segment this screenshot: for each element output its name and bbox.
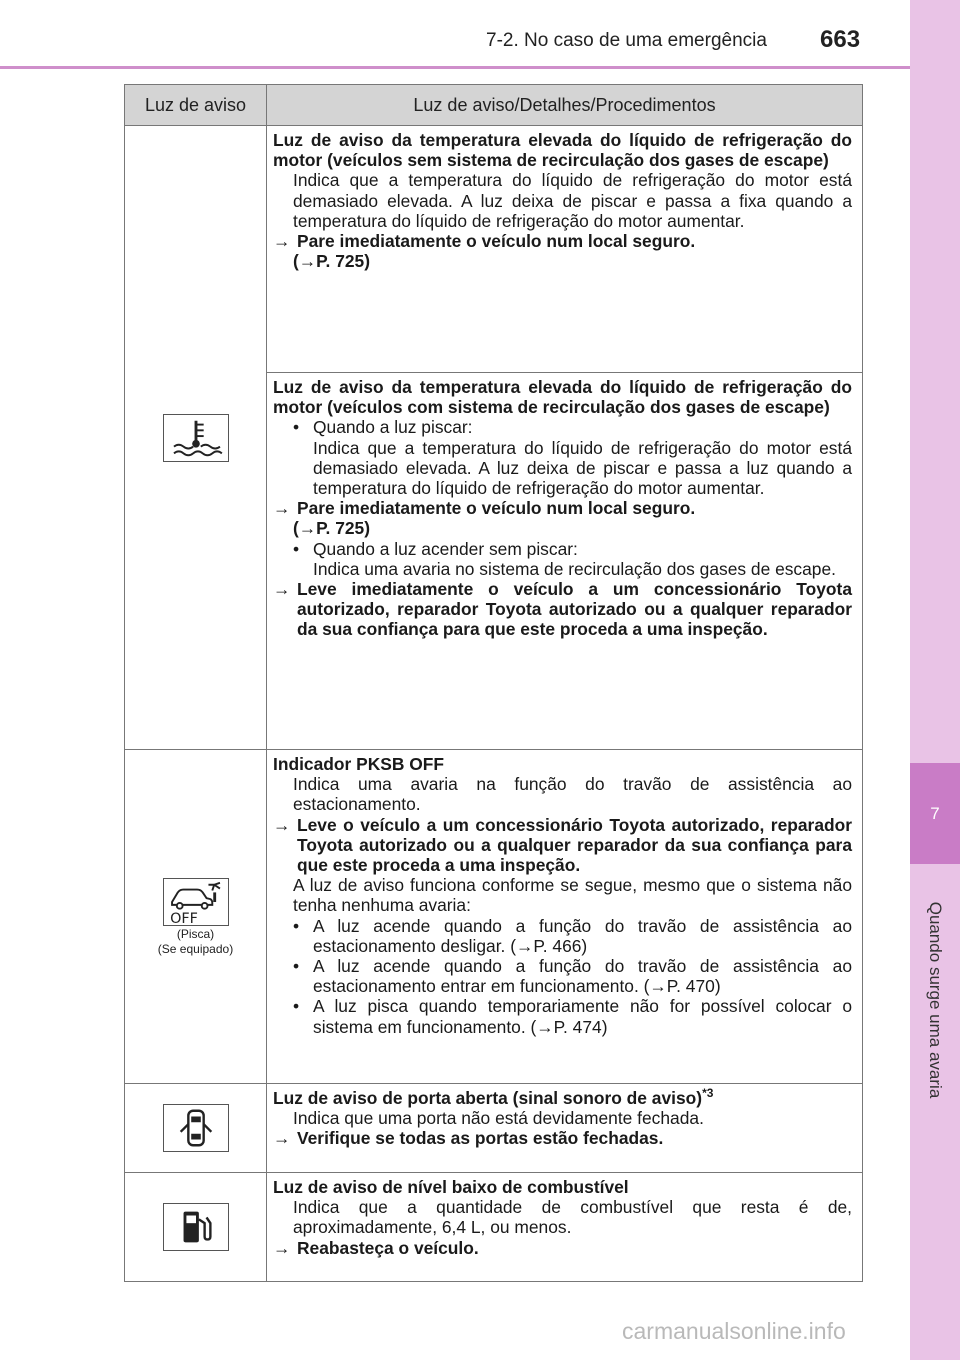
pksb-icon-text: OFF	[169, 910, 198, 925]
table-row	[125, 1173, 863, 1282]
column-header-details: Luz de aviso/Detalhes/Procedimentos	[267, 85, 863, 126]
arrow-symbol: →	[273, 231, 291, 252]
warning-action: Verifique se todas as portas estão fechadas.	[297, 1128, 664, 1149]
warning-text: Indica que a quantidade de combustível que resta é de, aproximadamente, 6,4 L, ou menos.	[293, 1197, 852, 1238]
open-door-icon	[163, 1104, 229, 1152]
warning-text: Indica que a temperatura do líquido de refrigeração do motor está demasiado elevada. A luz deixa de piscar e passa a luz quando a temperatura do líquido de refrigeração do motor aumentar.	[313, 437, 852, 499]
arrow-symbol: →	[273, 1128, 291, 1149]
warning-text: Indica que uma porta não está devidamente fechada.	[293, 1108, 704, 1129]
chapter-title: Quando surge uma avaria	[926, 901, 945, 1099]
page-reference: (→P. 725)	[293, 518, 371, 539]
chapter-sidebar	[910, 0, 960, 1360]
warning-title: Luz de aviso da temperatura elevada do líquido de refrigeração do motor (veículos com sistema de recirculação dos gases de escape)	[273, 377, 852, 418]
warning-title: Luz de aviso de nível baixo de combustível	[273, 1177, 629, 1197]
warning-text: Indica uma avaria na função do travão de assistência ao estacionamento.	[293, 774, 852, 815]
header-divider	[0, 66, 910, 69]
arrow-symbol: →	[273, 1237, 291, 1258]
bullet-text: A luz acende quando a função do travão de assistência ao estacionamento entrar em funcionamento. (→P. 470)	[313, 956, 852, 997]
table-row	[125, 750, 863, 1084]
bullet-symbol: •	[293, 915, 300, 936]
row-description	[267, 373, 863, 750]
pksb-off-icon	[163, 878, 229, 926]
bullet-symbol: •	[293, 956, 300, 977]
row-description	[267, 1084, 863, 1173]
watermark: carmanualsonline.info	[622, 1318, 846, 1344]
warning-text: Indica que a temperatura do líquido de refrigeração do motor está demasiado elevada. A luz deixa de piscar e passa a fixa quando a temperatura do líquido de refrigeração do motor aumentar.	[293, 170, 852, 231]
bullet-symbol: •	[293, 417, 300, 438]
warning-action: Leve imediatamente o veículo a um concessionário Toyota autorizado, reparador Toyota autorizado ou a qualquer reparador da sua confiança para que este proceda a uma inspeção.	[297, 579, 852, 640]
bullet-label: Quando a luz piscar:	[313, 417, 473, 438]
icon-cell-door	[125, 1084, 267, 1173]
warning-action: Reabasteça o veículo.	[297, 1237, 479, 1258]
table-row	[125, 1084, 863, 1173]
bullet-symbol: •	[293, 538, 300, 559]
bullet-text: A luz acende quando a função do travão de assistência ao estacionamento desligar. (→P. 466)	[313, 915, 852, 956]
chapter-number-tab: 7	[910, 763, 960, 864]
icon-caption-equipped: (Se equipado)	[157, 941, 234, 956]
icon-caption-blink: (Pisca)	[176, 926, 215, 941]
warning-action: Pare imediatamente o veículo num local seguro.	[297, 231, 696, 252]
column-header-warning-light: Luz de aviso	[125, 85, 267, 126]
row-description	[267, 750, 863, 1084]
arrow-symbol: →	[273, 579, 291, 600]
bullet-text: A luz pisca quando temporariamente não for possível colocar o sistema em funcionamento. (→P. 474)	[313, 996, 852, 1037]
warning-action: Pare imediatamente o veículo num local seguro.	[297, 498, 696, 519]
table-header-row	[125, 85, 863, 126]
row-description	[267, 126, 863, 373]
warning-light-table	[124, 84, 863, 1282]
warning-title: Luz de aviso da temperatura elevada do líquido de refrigeração do motor (veículos sem sistema de recirculação dos gases de escape)	[273, 130, 852, 171]
arrow-symbol: →	[273, 814, 291, 835]
warning-title: Luz de aviso de porta aberta (sinal sonoro de aviso)	[273, 1088, 703, 1108]
arrow-symbol: →	[273, 498, 291, 519]
table-row	[125, 126, 863, 373]
icon-cell-fuel	[125, 1173, 267, 1282]
section-title: 7-2. No caso de uma emergência	[486, 30, 767, 51]
icon-cell-coolant	[125, 126, 267, 750]
warning-title: Indicador PKSB OFF	[273, 754, 445, 774]
page-reference: (→P. 725)	[293, 251, 371, 272]
warning-text: A luz de aviso funciona conforme se segue, mesmo que o sistema não tenha nenhuma avaria:	[293, 875, 852, 916]
coolant-temperature-icon	[163, 414, 229, 462]
low-fuel-icon	[163, 1203, 229, 1251]
bullet-label: Quando a luz acender sem piscar:	[313, 538, 578, 559]
page-number: 663	[820, 26, 861, 53]
warning-action: Leve o veículo a um concessionário Toyota autorizado, reparador Toyota autorizado ou a qualquer reparador da sua confiança para que este proceda a uma inspeção.	[297, 814, 852, 876]
row-description	[267, 1173, 863, 1282]
icon-cell-pksb	[125, 750, 267, 1084]
bullet-symbol: •	[293, 996, 300, 1017]
warning-text: Indica uma avaria no sistema de recirculação dos gases de escape.	[313, 558, 836, 579]
footnote-marker: *3	[702, 1086, 714, 1101]
